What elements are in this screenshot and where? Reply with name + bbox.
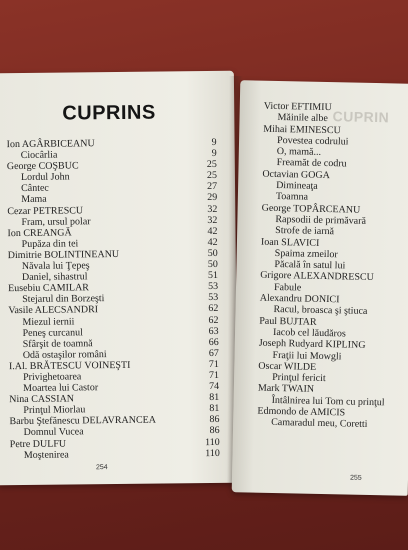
author-name: Victor EFTIMIU <box>263 100 332 114</box>
work-title: Dimineaţa <box>276 180 318 192</box>
work-title: Daniel, sihastrul <box>21 271 88 284</box>
page-ref: 51 <box>207 270 219 282</box>
page-ref: 29 <box>207 192 218 204</box>
page-ref: 32 <box>207 214 218 226</box>
author-name: Dimitrie BOLINTINEANU <box>7 248 120 262</box>
page-ref: 74 <box>209 380 220 393</box>
work-title: Povestea codrului <box>276 134 349 148</box>
work-title: Fabule <box>273 281 302 294</box>
author-name: Nina CASSIAN <box>9 393 75 406</box>
work-title: Iacob cel lăudăros <box>272 326 346 340</box>
right-page <box>232 80 408 496</box>
work-title: Prinţul fericit <box>271 372 326 385</box>
page-ref: 71 <box>208 358 219 370</box>
page-ref: 86 <box>209 425 220 437</box>
work-title: Întâlnirea lui Tom cu prinţul <box>271 394 385 409</box>
page-ref: 110 <box>205 436 220 448</box>
work-title: Păcală în satul lui <box>274 259 346 272</box>
contents-list-left <box>7 137 220 461</box>
work-title: Racul, broasca şi ştiuca <box>273 304 368 318</box>
work-title: Cântec <box>21 183 49 195</box>
work-title: Odă ostaşilor români <box>22 348 107 361</box>
page-ref: 81 <box>209 392 220 404</box>
work-title: Toamna <box>275 191 309 204</box>
author-name: Grigore ALEXANDRESCU <box>260 270 374 284</box>
page-ref: 53 <box>208 292 219 304</box>
page-ref: 32 <box>207 203 218 215</box>
page-number-right: 255 <box>349 474 362 482</box>
page-ref: 62 <box>208 303 219 315</box>
work-title: Năvala lui Ţepeş <box>21 260 90 273</box>
work-title: Măinile albe <box>277 112 328 125</box>
author-name: Octavian GOGA <box>262 168 330 181</box>
page-ref: 25 <box>206 159 217 171</box>
page-ref: 50 <box>207 258 218 271</box>
work-title: O, mamă... <box>276 146 322 159</box>
author-name: Eusebiu CAMILAR <box>8 282 90 295</box>
work-entry <box>10 448 220 461</box>
page-number-left: 254 <box>95 464 108 472</box>
author-name: Joseph Rudyard KIPLING <box>258 337 366 352</box>
author-name: Petre DULFU <box>9 438 67 450</box>
author-name: Alexandru DONICI <box>259 292 340 306</box>
work-title: Pupăza din tei <box>21 238 79 250</box>
page-ref: 63 <box>208 325 219 337</box>
work-title: Stejarul din Borzeşti <box>22 293 105 306</box>
page-ref: 42 <box>207 236 218 248</box>
contents-list-right <box>257 101 408 432</box>
work-title: Moştenirea <box>23 449 69 461</box>
work-title: Lordul John <box>20 171 70 184</box>
work-title: Fraţii lui Mowgli <box>272 349 342 362</box>
author-name: Paul BUJTAR <box>259 315 317 328</box>
author-name: George TOPÂRCEANU <box>261 202 361 216</box>
page-ref: 27 <box>206 181 218 193</box>
work-title: Freamăt de codru <box>276 157 347 170</box>
page-ref: 53 <box>208 281 219 293</box>
page-ref: 81 <box>209 403 220 415</box>
work-title: Mama <box>21 194 47 206</box>
work-entry <box>257 417 407 431</box>
work-title: Ciocârlia <box>20 149 58 162</box>
page-ref: 9 <box>211 148 217 160</box>
author-name: Vasile ALECSANDRI <box>8 304 99 317</box>
author-name: Ion CREANGĂ <box>7 227 72 239</box>
work-title: Strofe de iarnă <box>275 225 335 238</box>
author-name: Oscar WILDE <box>258 360 317 373</box>
author-name: Ion AGÂRBICEANU <box>6 138 95 151</box>
page-ref: 62 <box>208 314 219 326</box>
page-ref: 71 <box>208 369 220 381</box>
work-title: Rapsodii de primăvară <box>275 213 367 227</box>
work-title: Privighetoarea <box>22 371 82 383</box>
author-name: Barbu Ştefănescu DELAVRANCEA <box>9 414 157 428</box>
author-name: I.Al. BRĂTESCU VOINEŞTI <box>8 359 131 373</box>
page-ref: 110 <box>205 447 220 459</box>
work-title: Spaima zmeilor <box>274 247 338 261</box>
left-page <box>0 71 238 485</box>
page-ref: 67 <box>208 347 219 359</box>
author-name: George COŞBUC <box>6 160 79 173</box>
page-ref: 50 <box>207 247 218 259</box>
work-title: Sfârşit de toamnă <box>22 337 93 350</box>
work-title: Prinţul Miorlau <box>23 404 86 417</box>
page-ref: 42 <box>207 225 218 237</box>
author-name: Ioan SLAVICI <box>260 236 320 249</box>
work-title: Camaradul meu, Coretti <box>271 417 368 431</box>
author-name: Cezar PETRESCU <box>7 204 84 217</box>
author-name: Mark TWAIN <box>257 383 315 396</box>
author-name: Edmondo de AMICIS <box>257 405 346 419</box>
page-ref: 66 <box>208 336 219 348</box>
author-name: Mihai EMINESCU <box>263 123 341 136</box>
page-title: CUPRINS <box>62 101 156 125</box>
page-ref: 86 <box>209 414 220 426</box>
page-ref: 25 <box>206 170 217 182</box>
page-ref: 9 <box>211 136 217 148</box>
work-title: Miezul iernii <box>22 315 75 328</box>
work-title: Fram, ursul polar <box>21 215 91 228</box>
show-through-title: CUPRIN <box>332 108 390 126</box>
work-title: Domnul Vucea <box>23 426 84 439</box>
work-title: Moartea lui Castor <box>23 382 99 395</box>
work-title: Peneş curcanul <box>22 326 83 339</box>
